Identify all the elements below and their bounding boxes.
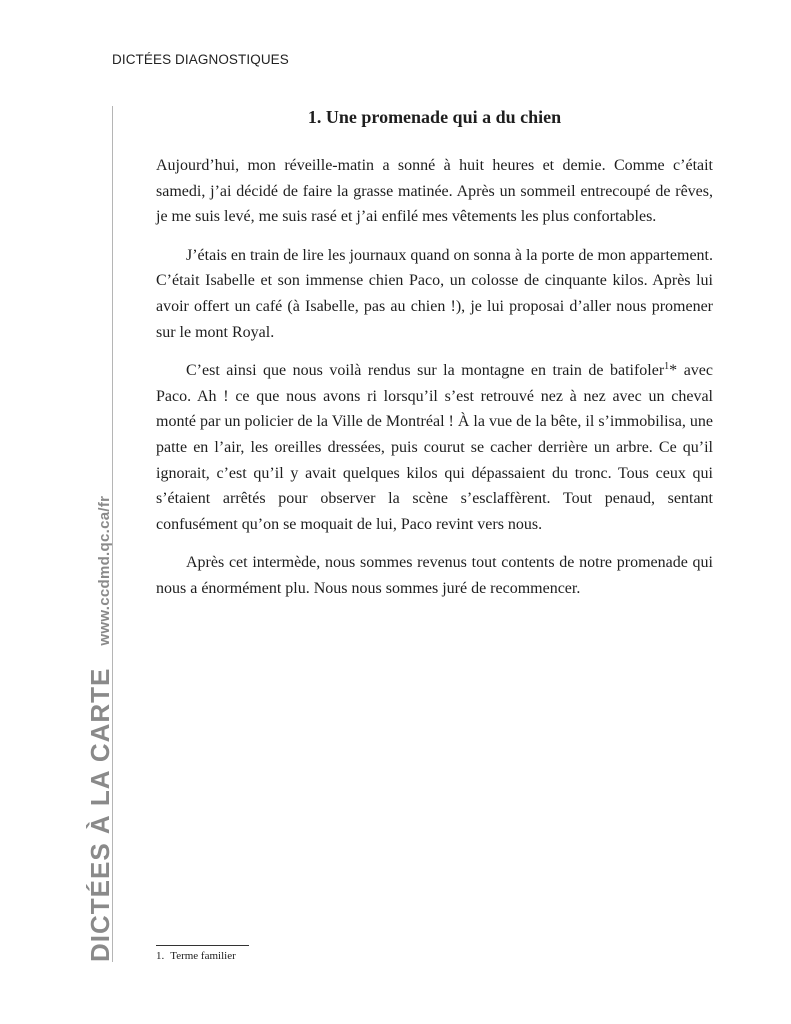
paragraph-3-text-end: * avec Paco. Ah ! ce que nous avons ri lorsqu’il s’est retrouvé nez à nez avec un cheval monté par un policier de la Ville de Montréal ! À la vue de la bête, il s’immobilisa, une patte en l’air, les oreilles dressées, puis courut se cacher derrière un arbre. Ce qu’il ignorait, c’est qu’il y avait quelques kilos qui dépassaient du tronc. Tous ceux qui s’étaient arrêtés pour observer la scène s’esclaffèrent. Tout penaud, sentant confusément qu’on se moquait de lui, Paco revint vers nous.	[156, 362, 713, 533]
paragraph-4: Après cet intermède, nous sommes revenus tout contents de notre promenade qui nous a énormément plu. Nous nous sommes juré de recommencer.	[156, 554, 713, 597]
paragraph-3	[156, 358, 713, 537]
footnote-divider	[156, 945, 249, 946]
running-header: DICTÉES DIAGNOSTIQUES	[112, 52, 289, 67]
footnote	[156, 950, 236, 962]
paragraph-2: J’étais en train de lire les journaux quand on sonna à la porte de mon appartement. C’était Isabelle et son immense chien Paco, un colosse de cinquante kilos. Après lui avoir offert un café (à Isabelle, pas au chien !), je lui proposai d’aller nous promener sur le mont Royal.	[156, 246, 713, 341]
paragraph-3-text-start: C’est ainsi que nous voilà rendus sur la montagne en train de batifoler	[186, 362, 665, 380]
sidebar-title: DICTÉES À LA CARTE	[85, 667, 115, 962]
sidebar-branding	[85, 496, 116, 962]
sidebar-url: www.ccdmd.qc.ca/fr	[96, 495, 113, 646]
paragraph-1: Aujourd’hui, mon réveille-matin a sonné à huit heures et demie. Comme c’était samedi, j’ai décidé de faire la grasse matinée. Après un sommeil entrecoupé de rêves, je me suis levé, me suis rasé et j’ai enfilé mes vêtements les plus confortables.	[156, 157, 713, 226]
dictation-body	[156, 153, 713, 615]
footnote-number: 1.	[156, 950, 165, 962]
footnote-text: Terme familier	[170, 950, 236, 962]
footnote-reference: 1	[664, 361, 670, 373]
dictation-title: 1. Une promenade qui a du chien	[307, 107, 562, 127]
